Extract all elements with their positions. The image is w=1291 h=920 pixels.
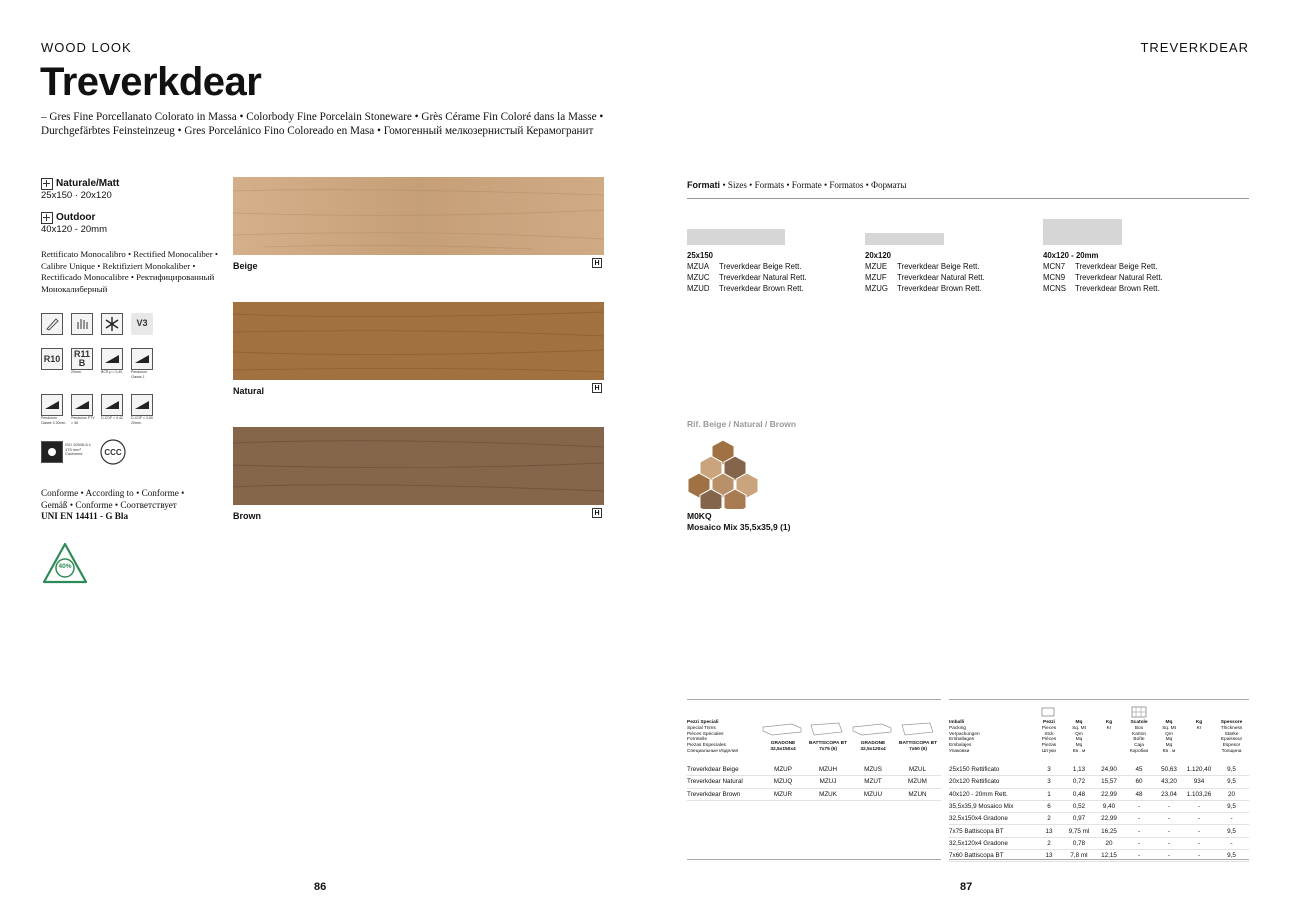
row-label: 40x120 - 20mm Rett. <box>949 788 1034 800</box>
table-cell: 7,8 ml <box>1064 850 1094 862</box>
table-cell: - <box>1124 850 1154 862</box>
page-number-right: 87 <box>960 881 973 893</box>
page-title: Treverkdear <box>40 60 262 104</box>
table-cell: 22,99 <box>1094 788 1124 800</box>
row-label: 7x60 Battiscopa BT <box>949 850 1034 862</box>
tile-label-natural: Natural <box>233 386 265 396</box>
dcof-20mm-icon: D-COF > 0,60 20mm. <box>131 394 157 425</box>
table-cell: 1.120,40 <box>1184 764 1214 776</box>
row-label: 35,5x35,9 Mosaico Mix <box>949 800 1034 812</box>
table-row <box>949 837 1249 849</box>
table-cell: - <box>1154 800 1184 812</box>
format-swatch-25x150 <box>687 229 785 245</box>
cert-seal-icon <box>99 439 127 472</box>
special-trims-title: Pezzi Speciali Special Trims Pièces Spéciales Formteile Piezas Especiales Специальные Изделия <box>687 720 739 754</box>
row-label: 32,5x150x4 Gradone <box>949 813 1034 825</box>
table-cell: 0,52 <box>1064 800 1094 812</box>
table-cell: 1.103,26 <box>1184 788 1214 800</box>
table-cell: - <box>1184 813 1214 825</box>
step-trim-drawing <box>762 722 802 741</box>
format-column-40x120: 40x120 - 20mm MCN7 Treverkdear Beige Rett. MCN9 Treverkdear Natural Rett. MCNS Treverkdear Brown Rett. <box>1043 251 1163 293</box>
table-cell: - <box>1214 813 1249 825</box>
table-cell: - <box>1124 813 1154 825</box>
table-cell: 43,20 <box>1154 776 1184 788</box>
col-header: BATTISCOPA BT 7x60 (6) <box>898 741 938 752</box>
tile-natural <box>233 302 604 380</box>
h-badge: H <box>592 508 602 518</box>
table-cell: - <box>1184 800 1214 812</box>
table-cell: - <box>1154 825 1184 837</box>
table-cell: 9,5 <box>1214 825 1249 837</box>
table-cell: 0,78 <box>1064 837 1094 849</box>
tile-beige <box>233 177 604 255</box>
table-row <box>949 776 1249 788</box>
finish-outdoor: Outdoor 40x120 - 20mm <box>41 212 108 235</box>
table-cell: 1 <box>1034 788 1064 800</box>
col-header: GRADONE 32,5x120x4 <box>860 741 886 752</box>
packing-table <box>949 764 1249 862</box>
iso-abrasion-icon <box>41 441 63 463</box>
format-column-25x150: 25x150 MZUA Treverkdear Beige Rett. MZUC Treverkdear Natural Rett. MZUD Treverkdear Brown Rett. <box>687 251 807 293</box>
h-badge: H <box>592 258 602 268</box>
format-swatch-20x120 <box>865 233 944 245</box>
col-header: Mq Sq. Mt Qm Mq Mq Кв . м <box>1162 720 1176 754</box>
table-cell: - <box>1124 837 1154 849</box>
pendulum-icon: Pendulum Classe 1 <box>131 348 157 379</box>
product-subtitle: – Gres Fine Porcellanato Colorato in Massa • Colorbody Fine Porcelain Stoneware • Grès Cérame Fin Coloré dans la Masse • Durchgefärbtes Feinsteinzeug • Gres Porcelánico Fino Coloreado en Masa • Гомогенный мелкозернистый Керамогранит <box>41 111 604 137</box>
skirting-drawing <box>809 722 845 741</box>
col-header: Spessore Thickness Stärke Epaisseur Espesor Толщина <box>1220 720 1243 754</box>
row-label: 20x120 Rettificato <box>949 776 1034 788</box>
table-cell: - <box>1184 850 1214 862</box>
section-tag: WOOD LOOK <box>41 40 132 55</box>
table-cell: 9,5 <box>1214 800 1249 812</box>
mosaic-image <box>687 437 759 514</box>
table-cell: 2 <box>1034 813 1064 825</box>
mosaic-code: M0KQ Mosaico Mix 35,5x35,9 (1) <box>687 511 791 532</box>
table-cell: 24,90 <box>1094 764 1124 776</box>
table-cell: 22,99 <box>1094 813 1124 825</box>
table-cell: 13 <box>1034 850 1064 862</box>
col-header: BATTISCOPA BT 7x75 (6) <box>808 741 848 752</box>
table-row <box>949 850 1249 862</box>
table-cell: - <box>1154 850 1184 862</box>
iso-caption: ISO 10545-6 ≤ 175 mm³ Conforme <box>65 442 91 456</box>
table-cell: 23,04 <box>1154 788 1184 800</box>
row-label: 25x150 Rettificato <box>949 764 1034 776</box>
r11b-icon: R11 B 20mm. <box>71 348 97 375</box>
table-row <box>949 813 1249 825</box>
table-cell: 3 <box>1034 764 1064 776</box>
table-cell: 48 <box>1124 788 1154 800</box>
table-cell: - <box>1124 800 1154 812</box>
recycled-percent: 40% <box>58 563 72 570</box>
step-trim-drawing <box>852 722 892 741</box>
table-cell: 50,63 <box>1154 764 1184 776</box>
table-cell: 0,97 <box>1064 813 1094 825</box>
table-cell: 0,48 <box>1064 788 1094 800</box>
divider <box>687 198 1249 199</box>
rectified-text: Rettificato Monocalibro • Rectified Monocaliber • Calibre Unique • Rektifiziert Monokaliber • Rectificado Monocalibre • Ректифицированный Монокалиберный <box>41 249 218 294</box>
col-header: Kg Kr <box>1105 720 1113 731</box>
conformity-text: Conforme • According to • Conforme • Gemäß • Conforme • Соответствует UNI EN 14411 - G Bla <box>41 488 185 521</box>
table-cell: 9,5 <box>1214 850 1249 862</box>
table-cell: 9,75 ml <box>1064 825 1094 837</box>
divider <box>687 859 941 860</box>
brand-header: TREVERKDEAR <box>1140 40 1249 55</box>
table-row <box>949 764 1249 776</box>
table-cell: 934 <box>1184 776 1214 788</box>
table-cell: - <box>1214 837 1249 849</box>
special-trims-table <box>687 764 941 801</box>
table-cell: 45 <box>1124 764 1154 776</box>
table-row: Treverkdear Brown MZUR MZUK MZUU MZUN <box>687 788 941 800</box>
table-cell: 2 <box>1034 837 1064 849</box>
table-cell: 15,57 <box>1094 776 1124 788</box>
format-column-20x120: 20x120 MZUE Treverkdear Beige Rett. MZUF Treverkdear Natural Rett. MZUG Treverkdear Brown Rett. <box>865 251 985 293</box>
table-cell: 1,13 <box>1064 764 1094 776</box>
table-cell: 9,5 <box>1214 776 1249 788</box>
finish-grid-icon <box>41 212 53 224</box>
r10-icon: R10 <box>41 348 63 370</box>
hand-icon <box>71 313 93 335</box>
row-label: 32,5x120x4 Gradone <box>949 837 1034 849</box>
pendulum-ptv-icon: Pendulum PTV > 36 <box>71 394 97 425</box>
recycled-content-icon <box>40 540 90 593</box>
table-cell: - <box>1184 825 1214 837</box>
table-cell: 0,72 <box>1064 776 1094 788</box>
col-header: Kg Kr <box>1195 720 1203 731</box>
table-cell: - <box>1154 813 1184 825</box>
table-cell: 20 <box>1094 837 1124 849</box>
shade-variation-icon: V3 <box>131 313 153 335</box>
tile-label-beige: Beige <box>233 261 258 271</box>
table-cell: - <box>1184 837 1214 849</box>
table-cell: 16,25 <box>1094 825 1124 837</box>
col-header: Pezzi Pieces Stck Pièces Piezas Штуки <box>1041 720 1057 754</box>
frost-icon <box>101 313 123 335</box>
table-row: Treverkdear Natural MZUQ MZUJ MZUT MZUM <box>687 776 941 788</box>
h-badge: H <box>592 383 602 393</box>
table-cell: 12,15 <box>1094 850 1124 862</box>
table-cell: 3 <box>1034 776 1064 788</box>
formats-header: Formati • Sizes • Formats • Formate • Formatos • Форматы <box>687 180 907 190</box>
table-row <box>949 788 1249 800</box>
packing-headers <box>1034 720 1249 755</box>
row-label: 7x75 Battiscopa BT <box>949 825 1034 837</box>
wear-icon <box>41 313 63 335</box>
pendulum-c3-icon: Pendulum Classe 3 20mm. <box>41 394 67 425</box>
table-row <box>949 825 1249 837</box>
table-cell: 6 <box>1034 800 1064 812</box>
table-cell: - <box>1154 837 1184 849</box>
format-swatch-40x120 <box>1043 219 1122 245</box>
dcof-icon: D-COF > 0,42 <box>101 394 127 421</box>
col-header: GRADONE 32,5x150x4 <box>770 741 796 752</box>
table-row <box>949 800 1249 812</box>
page-number-left: 86 <box>314 881 327 893</box>
table-cell: - <box>1124 825 1154 837</box>
finish-grid-icon <box>41 178 53 190</box>
table-cell: 9,5 <box>1214 764 1249 776</box>
divider <box>949 699 1249 700</box>
tile-brown <box>233 427 604 505</box>
finish-naturale: Naturale/Matt 25x150 · 20x120 <box>41 178 120 201</box>
divider <box>687 699 941 700</box>
table-cell: 9,40 <box>1094 800 1124 812</box>
bcr-icon: BCR μ > 0,40 <box>101 348 127 375</box>
table-row: Treverkdear Beige MZUP MZUH MZUS MZUL <box>687 764 941 776</box>
skirting-drawing <box>900 722 936 741</box>
col-header: Mq Sq. Mt Qm Mq Mq Кв . м <box>1072 720 1086 754</box>
table-cell: 20 <box>1214 788 1249 800</box>
mosaic-ref: Rif. Beige / Natural / Brown <box>687 419 797 429</box>
table-cell: 60 <box>1124 776 1154 788</box>
table-cell: 13 <box>1034 825 1064 837</box>
col-header: Scatole Box Karton Boîte Caja Коробки <box>1129 720 1149 754</box>
tile-label-brown: Brown <box>233 511 261 521</box>
packing-title: Imballi Packing Verpackungen Emballages Embalajes Упаковки <box>949 720 980 754</box>
svg-text:CCC: CCC <box>104 448 122 457</box>
